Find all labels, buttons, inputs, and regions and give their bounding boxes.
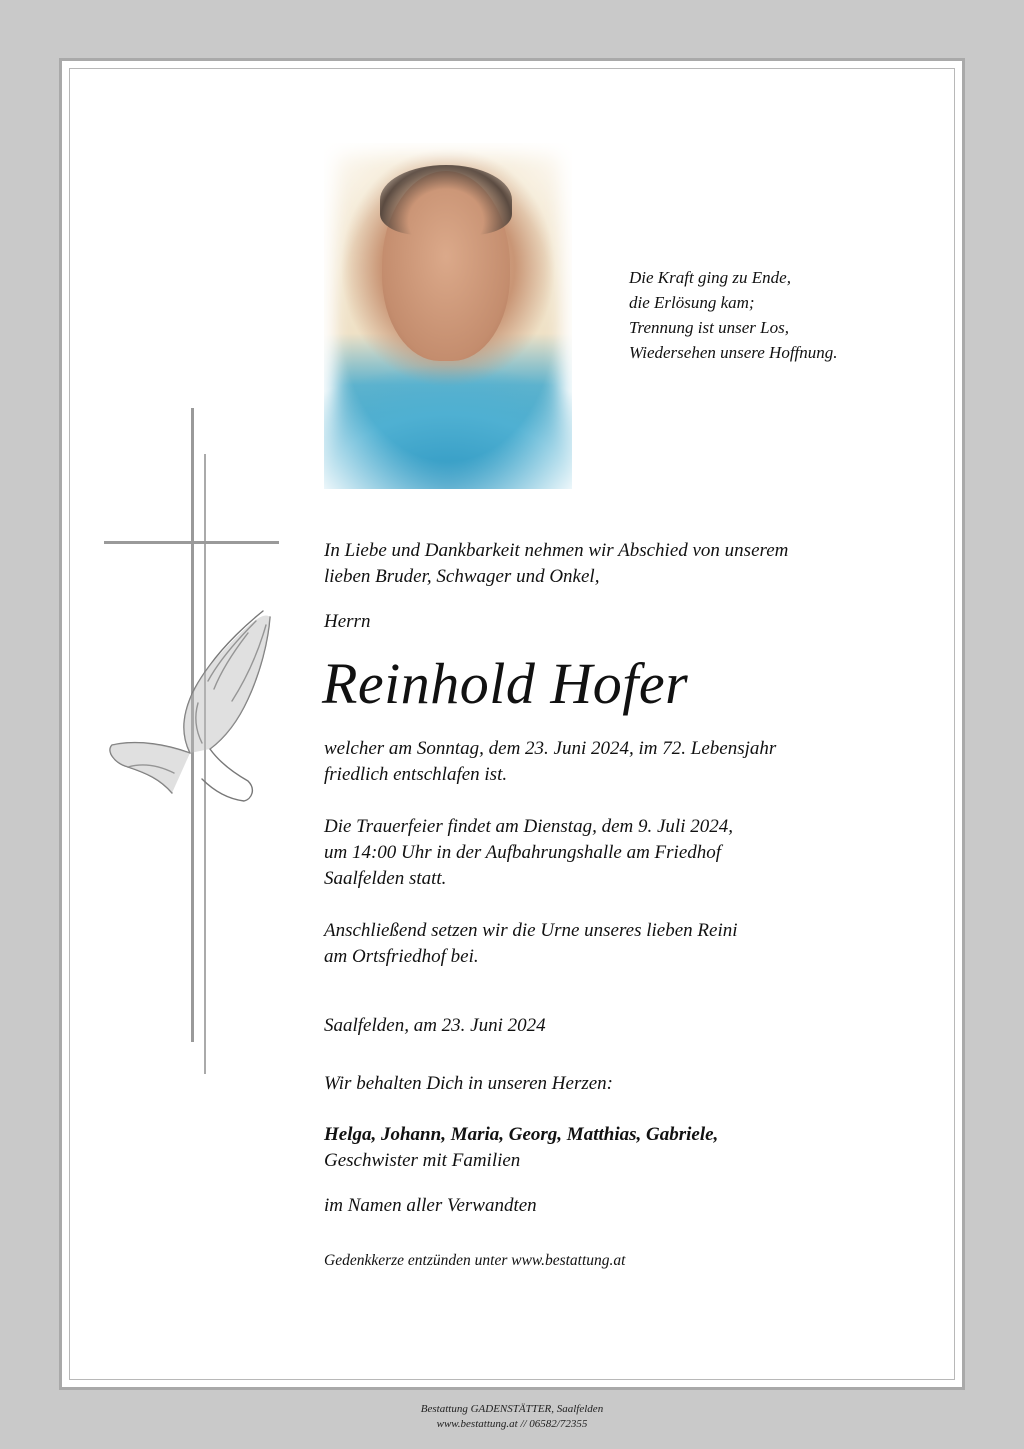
poem [629,265,838,365]
poem-line: die Erlösung kam; [629,293,755,312]
death-notice: welcher am Sonntag, dem 23. Juni 2024, im 72. Lebensjahr friedlich entschlafen ist. [324,738,777,785]
poem-line: Die Kraft ging zu Ende, [629,268,791,287]
salutation: Herrn [324,611,371,632]
intro-text: In Liebe und Dankbarkeit nehmen wir Abschied von unserem lieben Bruder, Schwager und Onkel, [324,540,789,587]
obituary-sheet [59,58,965,1390]
praying-hands-icon [98,603,284,803]
closing-line: Wir behalten Dich in unseren Herzen: [324,1073,613,1094]
ceremony-info: Die Trauerfeier findet am Dienstag, dem 9. Juli 2024, um 14:00 Uhr in der Aufbahrungshalle am Friedhof Saalfelden statt. [324,816,733,889]
burial-info: Anschließend setzen wir die Urne unseres lieben Reini am Ortsfriedhof bei. [324,920,738,967]
relatives-line: im Namen aller Verwandten [324,1195,537,1216]
mourner-names: Helga, Johann, Maria, Georg, Matthias, Gabriele, [324,1124,719,1145]
mourners [324,1122,718,1174]
place-date: Saalfelden, am 23. Juni 2024 [324,1015,546,1036]
poem-line: Wiedersehen unsere Hoffnung. [629,343,838,362]
poem-line: Trennung ist unser Los, [629,318,789,337]
deceased-name: Reinhold Hofer [322,651,689,716]
candle-note: Gedenkkerze entzünden unter www.bestattung.at [324,1252,626,1269]
funeral-home-name: Bestattung GADENSTÄTTER, Saalfelden [420,1403,604,1415]
mourner-relation: Geschwister mit Familien [324,1150,521,1171]
funeral-home-contact: www.bestattung.at // 06582/72355 [436,1418,588,1430]
portrait-photo [324,143,572,489]
